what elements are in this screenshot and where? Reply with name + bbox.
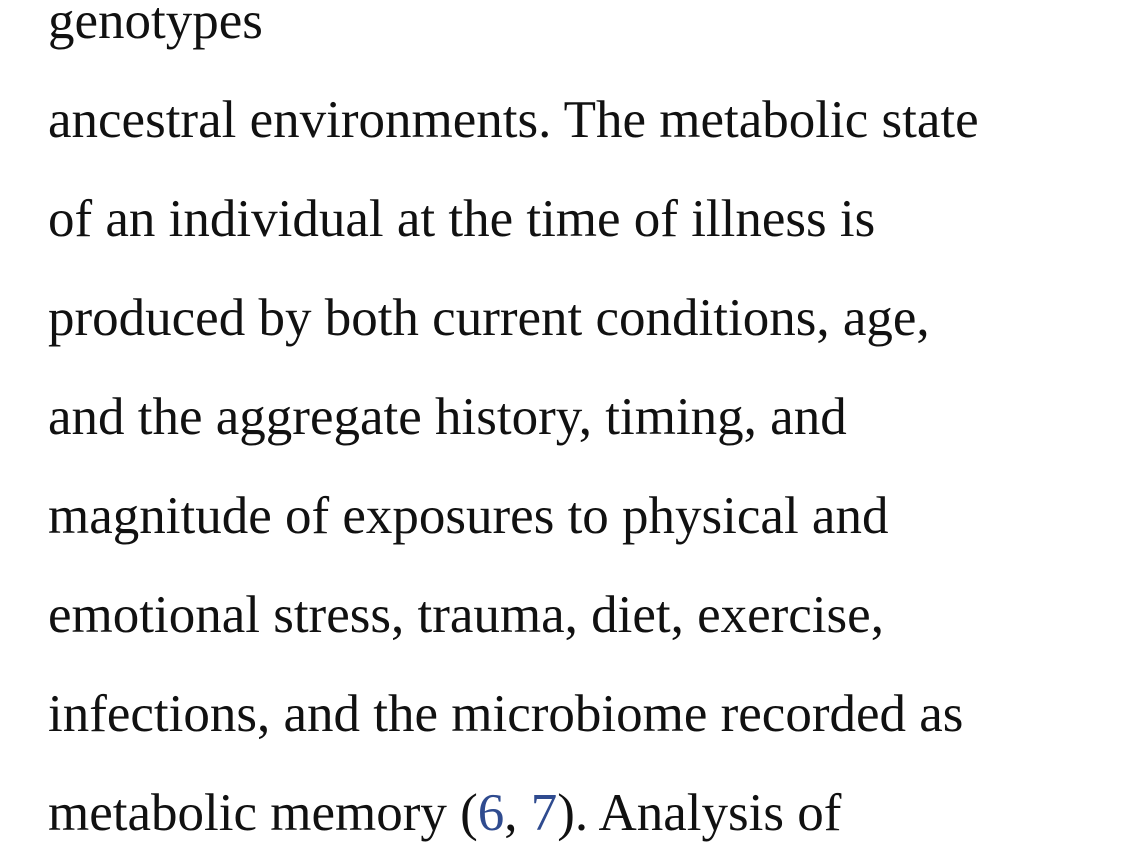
citation-link-6[interactable]: 6: [477, 784, 505, 842]
text-line: and the aggregate history, timing, and: [48, 388, 847, 446]
text-line-partial: genotypes: [48, 0, 263, 50]
text-segment: metabolic memory (: [48, 784, 478, 842]
text-line: magnitude of exposures to physical and: [48, 487, 889, 545]
text-line: of an individual at the time of illness is: [48, 190, 876, 248]
citation-separator: ,: [504, 784, 531, 842]
text-line: emotional stress, trauma, diet, exercise,: [48, 586, 884, 644]
article-paragraph: [48, 0, 1108, 863]
text-line: infections, and the microbiome recorded as: [48, 685, 964, 743]
text-line-with-citations: [48, 764, 1108, 863]
text-segment: ). Analysis of: [557, 784, 842, 842]
text-line: produced by both current conditions, age,: [48, 289, 930, 347]
text-line: ancestral environments. The metabolic state: [48, 91, 979, 149]
citation-link-7[interactable]: 7: [530, 784, 558, 842]
